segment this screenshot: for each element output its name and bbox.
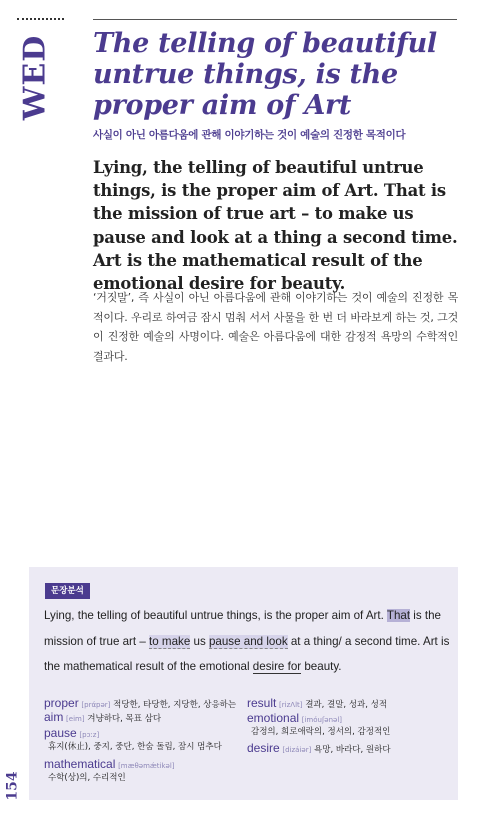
vocab-pronunciation: [dizáiər] [282, 746, 312, 754]
dotted-rule [17, 18, 64, 20]
vocab-meaning: 적당한, 타당한, 지당한, 상응하는 [113, 700, 237, 710]
vocab-pronunciation: [rizΛlt] [279, 701, 303, 709]
title-translation: 사실이 아닌 아름다움에 관해 이야기하는 것이 예술의 진정한 목적이다 [93, 129, 406, 141]
highlight-to-make: to make [149, 634, 191, 648]
analysis-text: beauty. [301, 660, 342, 673]
vocab-meaning: 결과, 결말, 성과, 성적 [305, 700, 388, 710]
vocab-item [247, 697, 455, 711]
vocab-item [44, 711, 244, 725]
quote-text: Lying, the telling of beautiful untrue things, is the proper aim of Art. That is the mission of true art – to make us pause and look at a thing a second time. Art is the mathematical result of the emotional desire for beauty. [93, 158, 458, 294]
analysis-text: Lying, the telling of beautiful untrue things, is the proper aim of Art. [44, 609, 387, 622]
page-title: The telling of beautiful untrue things, is the proper aim of Art [93, 28, 437, 121]
sentence-analysis [44, 603, 454, 680]
underline-desire-for: desire for [252, 660, 302, 673]
vocab-word: desire [247, 741, 280, 755]
vocab-pronunciation: [pɔːz] [79, 731, 100, 739]
vocab-item [44, 697, 244, 711]
vocab-word: mathematical [44, 757, 116, 771]
weekday-label: WED [17, 34, 53, 121]
vocab-meaning: 휴지(休止), 중지, 중단, 한숨 돌림, 잠시 멈추다 [48, 742, 222, 752]
vocab-item [44, 758, 244, 784]
vocab-meaning: 감정의, 희로애락의, 정서의, 감정적인 [251, 727, 391, 737]
vocab-item [247, 742, 455, 756]
highlight-that: That [386, 609, 411, 622]
analysis-text: us [190, 634, 209, 648]
vocab-word: proper [44, 696, 79, 710]
vocab-pronunciation: [prάpər] [81, 701, 111, 709]
vocab-word: emotional [247, 711, 300, 725]
vocab-pronunciation: [imóuʃənəl] [301, 716, 343, 724]
vocab-word: result [247, 696, 277, 710]
vocab-word: aim [44, 710, 64, 724]
vocab-word: pause [44, 726, 77, 740]
vocab-meaning: 수학(상)의, 수리적인 [48, 773, 126, 783]
title-rule [93, 19, 457, 20]
page-number: 154 [4, 771, 21, 801]
vocab-pronunciation: [eim] [66, 715, 85, 723]
vocab-meaning: 겨냥하다, 목표 삼다 [87, 714, 162, 724]
analysis-badge: 문장분석 [45, 583, 90, 599]
quote-translation: ‘거짓말’, 즉 사실이 아닌 아름다움에 관해 이야기하는 것이 예술의 진정한 목적이다. 우리로 하여금 잠시 멈춰 서서 사물을 한 번 더 바라보게 하는 것, 그것이 진정한 예술의 사명이다. 예술은 아름다움에 대한 감정적 욕망의 수학적인 결과다. [93, 291, 458, 363]
analysis-text: at a thing/ a second time. Art is the mathematical result of the emotional [44, 634, 450, 673]
highlight-pause-and-look: pause and look [208, 634, 288, 648]
vocab-meaning: 욕망, 바라다, 원하다 [314, 745, 391, 755]
analysis-text: is the mission of true art – [44, 609, 442, 648]
vocab-pronunciation: [mæθəmǽtikəl] [118, 762, 175, 770]
vocab-item [247, 712, 455, 738]
vocab-item [44, 727, 244, 753]
